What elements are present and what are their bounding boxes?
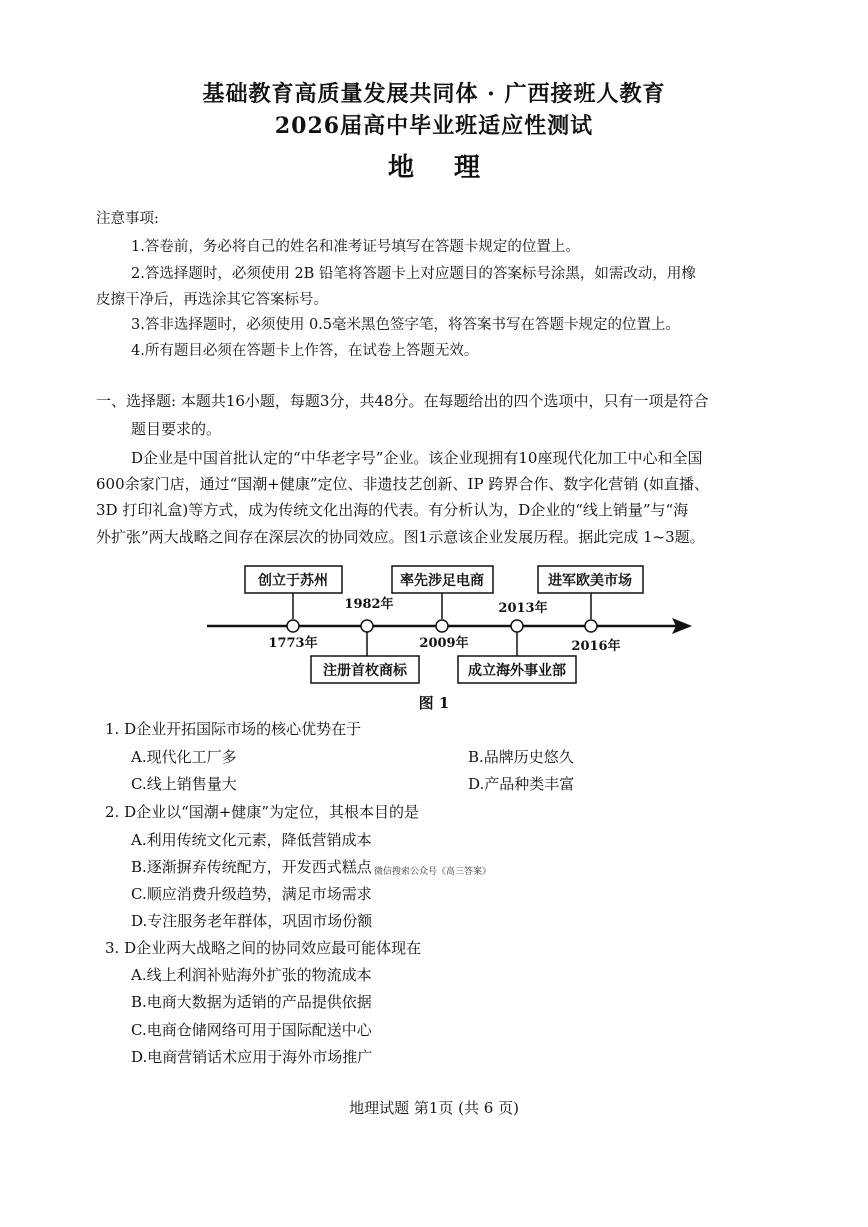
note-item: 4.所有题目必须在答题卡上作答，在试卷上答题无效。 <box>131 343 479 359</box>
option-3c: C.电商仓储网络可用于国际配送中心 <box>131 1021 372 1039</box>
option-1d: D.产品种类丰富 <box>468 775 575 793</box>
exam-title-line2: 2026届高中毕业班适应性测试 <box>274 113 594 139</box>
note-item: 2.答选择题时，必须使用 2B 铅笔将答题卡上对应题目的答案标号涂黑，如需改动，用橡 <box>131 266 696 282</box>
option-3d: D.电商营销话术应用于海外市场推广 <box>131 1048 373 1066</box>
section-heading: 一、选择题: 本题共16小题，每题3分，共48分。在每题给出的四个选项中，只有一项是符合 <box>96 392 709 410</box>
event-label-1773: 创立于苏州 <box>258 573 328 589</box>
option-1b: B.品牌历史悠久 <box>468 748 574 766</box>
event-year-2009: 2009年 <box>419 636 469 651</box>
event-label-2016: 进军欧美市场 <box>548 573 632 589</box>
event-year-2016: 2016年 <box>571 639 621 654</box>
event-year-1982: 1982年 <box>344 597 394 612</box>
notes-heading: 注意事项: <box>96 211 159 227</box>
option-2d: D.专注服务老年群体，巩固市场份额 <box>131 912 373 930</box>
event-dot-2016 <box>585 620 597 632</box>
option-2c: C.顺应消费升级趋势，满足市场需求 <box>131 885 372 903</box>
event-year-2013: 2013年 <box>498 601 548 616</box>
event-label-2013: 成立海外事业部 <box>468 663 566 679</box>
option-2a: A.利用传统文化元素，降低营销成本 <box>131 831 372 849</box>
note-item: 皮擦干净后，再选涂其它答案标号。 <box>96 292 328 308</box>
event-dot-2013 <box>511 620 523 632</box>
option-3a: A.线上利润补贴海外扩张的物流成本 <box>131 966 372 984</box>
watermark-text: 微信搜索公众号《高三答案》 <box>374 867 492 877</box>
option-2b: B.逐渐摒弃传统配方，开发西式糕点 <box>131 858 372 876</box>
question-stem-1: 1. D企业开拓国际市场的核心优势在于 <box>105 720 362 738</box>
option-1a: A.现代化工厂多 <box>131 748 237 766</box>
event-dot-1982 <box>361 620 373 632</box>
event-dot-2009 <box>436 620 448 632</box>
event-label-2009: 率先涉足电商 <box>400 573 484 589</box>
passage-line: D企业是中国首批认定的“中华老字号”企业。该企业现拥有10座现代化加工中心和全国 <box>131 449 703 467</box>
figure-caption: 图 1 <box>418 694 450 712</box>
question-stem-3: 3. D企业两大战略之间的协同效应最可能体现在 <box>105 939 422 957</box>
passage-line: 外扩张”两大战略之间存在深层次的协同效应。图1示意该企业发展历程。据此完成 1~3题。 <box>96 528 705 546</box>
event-year-1773: 1773年 <box>268 636 318 651</box>
exam-title-line1: 基础教育高质量发展共同体 · 广西接班人教育 <box>202 81 666 107</box>
option-1c: C.线上销售量大 <box>131 775 237 793</box>
note-item: 3.答非选择题时，必须使用 0.5毫米黑色签字笔，将答案书写在答题卡规定的位置上。 <box>131 317 681 333</box>
page-footer: 地理试题 第1页 (共 6 页) <box>349 1099 519 1117</box>
event-dot-1773 <box>287 620 299 632</box>
passage-line: 3D 打印礼盒)等方式，成为传统文化出海的代表。有分析认为，D企业的“线上销量”与“海 <box>96 501 689 519</box>
question-stem-2: 2. D企业以“国潮+健康”为定位，其根本目的是 <box>105 803 420 821</box>
option-3b: B.电商大数据为适销的产品提供依据 <box>131 993 372 1011</box>
event-label-1982: 注册首枚商标 <box>323 663 407 679</box>
note-item: 1.答卷前，务必将自己的姓名和准考证号填写在答题卡规定的位置上。 <box>131 239 580 255</box>
passage-line: 600余家门店，通过“国潮+健康”定位、非遗技艺创新、IP 跨界合作、数字化营销 (如直播、 <box>96 475 709 493</box>
section-heading-cont: 题目要求的。 <box>131 420 222 438</box>
subject-title: 地理 <box>387 153 520 183</box>
